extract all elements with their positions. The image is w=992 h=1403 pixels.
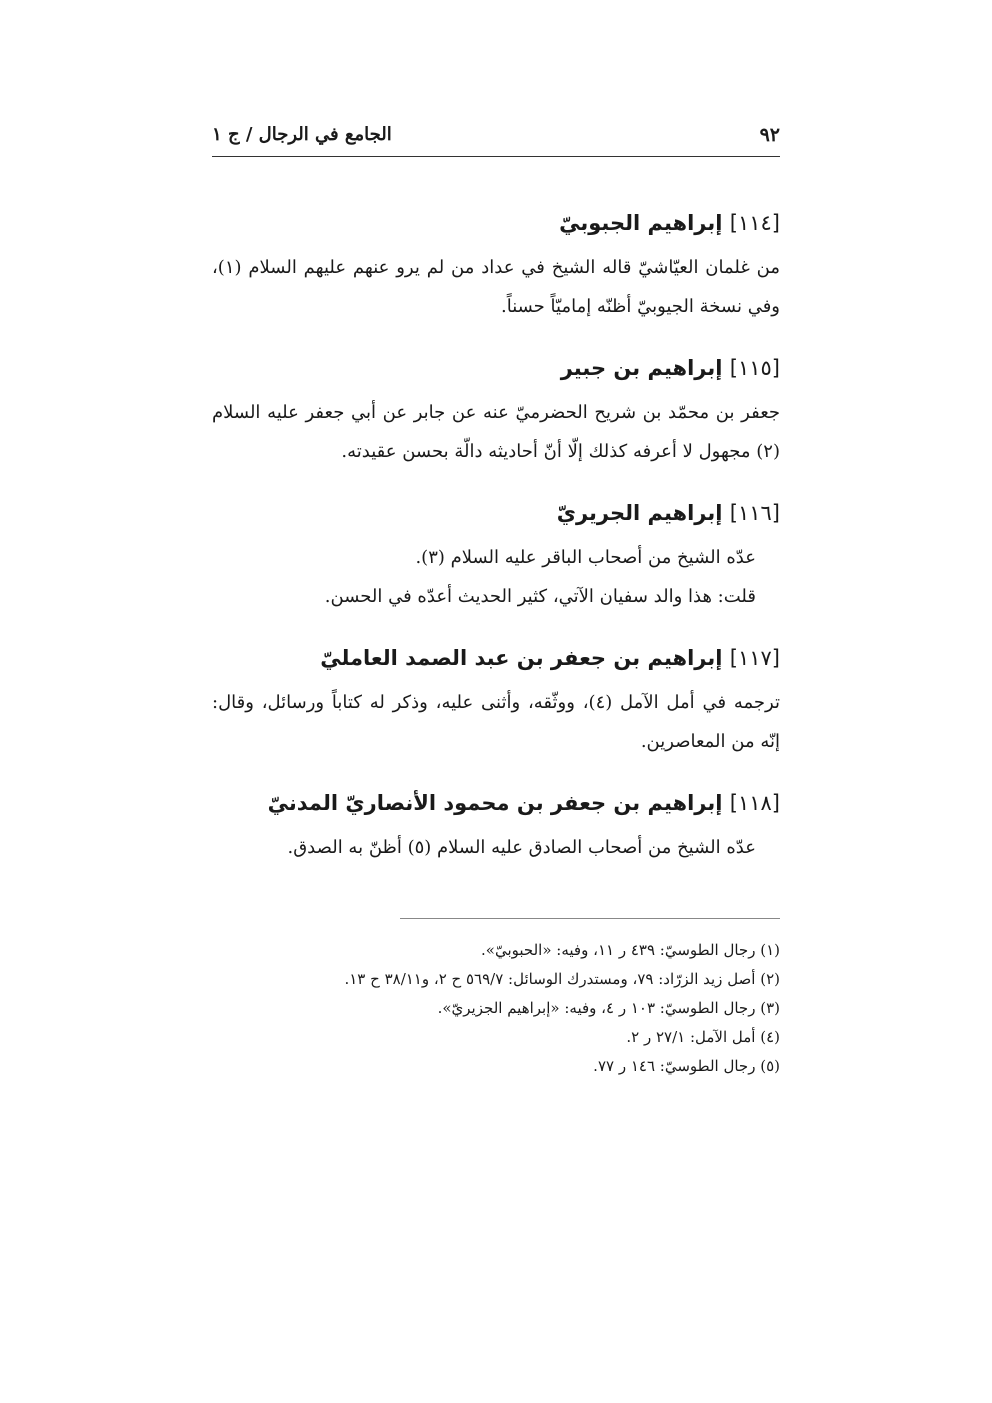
- entries-section: [212, 208, 780, 894]
- entry-118: [212, 788, 780, 867]
- entry-number: [١١٤]: [729, 211, 780, 235]
- entry-number: [١١٧]: [729, 646, 780, 670]
- footnote: (٢) أصل زيد الزرّاد: ٧٩، ومستدرك الوسائل: ٥٦٩/٧ ح ٢، و٣٨/١١ ح ١٣.: [344, 970, 780, 988]
- entry-116: [212, 498, 780, 616]
- entry-number: [١١٨]: [729, 791, 780, 815]
- entry-name: إبراهيم بن جعفر بن محمود الأنصاريّ المدنيّ: [267, 791, 723, 815]
- footnote: (٤) أمل الآمل: ٢٧/١ ر ٢.: [626, 1028, 780, 1046]
- footnote: (٣) رجال الطوسيّ: ١٠٣ ر ٤، وفيه: «إبراهيم الجزيريّ».: [437, 999, 780, 1017]
- entry-heading: [212, 353, 780, 383]
- page-number: ٩٢: [759, 124, 780, 146]
- entry-text: عدّه الشيخ من أصحاب الصادق عليه السلام (٥) أظنّ به الصدق.: [287, 837, 756, 858]
- entry-text: عدّه الشيخ من أصحاب الباقر عليه السلام (٣).: [415, 547, 756, 568]
- footnote: (٥) رجال الطوسيّ: ١٤٦ ر ٧٧.: [593, 1057, 780, 1075]
- running-title: الجامع في الرجال / ج ١: [212, 124, 392, 145]
- entry-text: ترجمه في أمل الآمل (٤)، ووثّقه، وأثنى عليه، وذكر له كتاباً ورسائل، وقال: إنّه من المعاصرين.: [212, 692, 780, 752]
- entry-heading: [212, 208, 780, 238]
- entry-text: من غلمان العيّاشيّ قاله الشيخ في عداد من لم يرو عنهم عليهم السلام (١)، وفي نسخة الجيوبيّ أظنّه إماميّاً حسناً.: [212, 257, 780, 317]
- entry-number: [١١٦]: [729, 501, 780, 525]
- page-header: [212, 120, 780, 157]
- entry-name: إبراهيم بن جعفر بن عبد الصمد العامليّ: [320, 646, 723, 670]
- footnotes: [212, 936, 780, 1081]
- entry-heading: [212, 788, 780, 818]
- entry-note: قلت: هذا والد سفيان الآتي، كثير الحديث أعدّه في الحسن.: [324, 586, 756, 607]
- entry-text: جعفر بن محمّد بن شريح الحضرميّ عنه عن جابر عن أبي جعفر عليه السلام (٢) مجهول لا أعرفه كذلك إلّا أنّ أحاديثه دالّة بحسن عقيدته.: [212, 402, 780, 462]
- entry-name: إبراهيم الجبوبيّ: [559, 211, 723, 235]
- entry-name: إبراهيم بن جبير: [560, 356, 723, 380]
- entry-117: [212, 643, 780, 761]
- entry-number: [١١٥]: [729, 356, 780, 380]
- entry-114: [212, 208, 780, 326]
- footnote: (١) رجال الطوسيّ: ٤٣٩ ر ١١، وفيه: «الحبوبيّ».: [481, 941, 780, 959]
- entry-heading: [212, 498, 780, 528]
- entry-name: إبراهيم الجريريّ: [556, 501, 723, 525]
- footnote-separator: [400, 918, 780, 919]
- entry-heading: [212, 643, 780, 673]
- entry-115: [212, 353, 780, 471]
